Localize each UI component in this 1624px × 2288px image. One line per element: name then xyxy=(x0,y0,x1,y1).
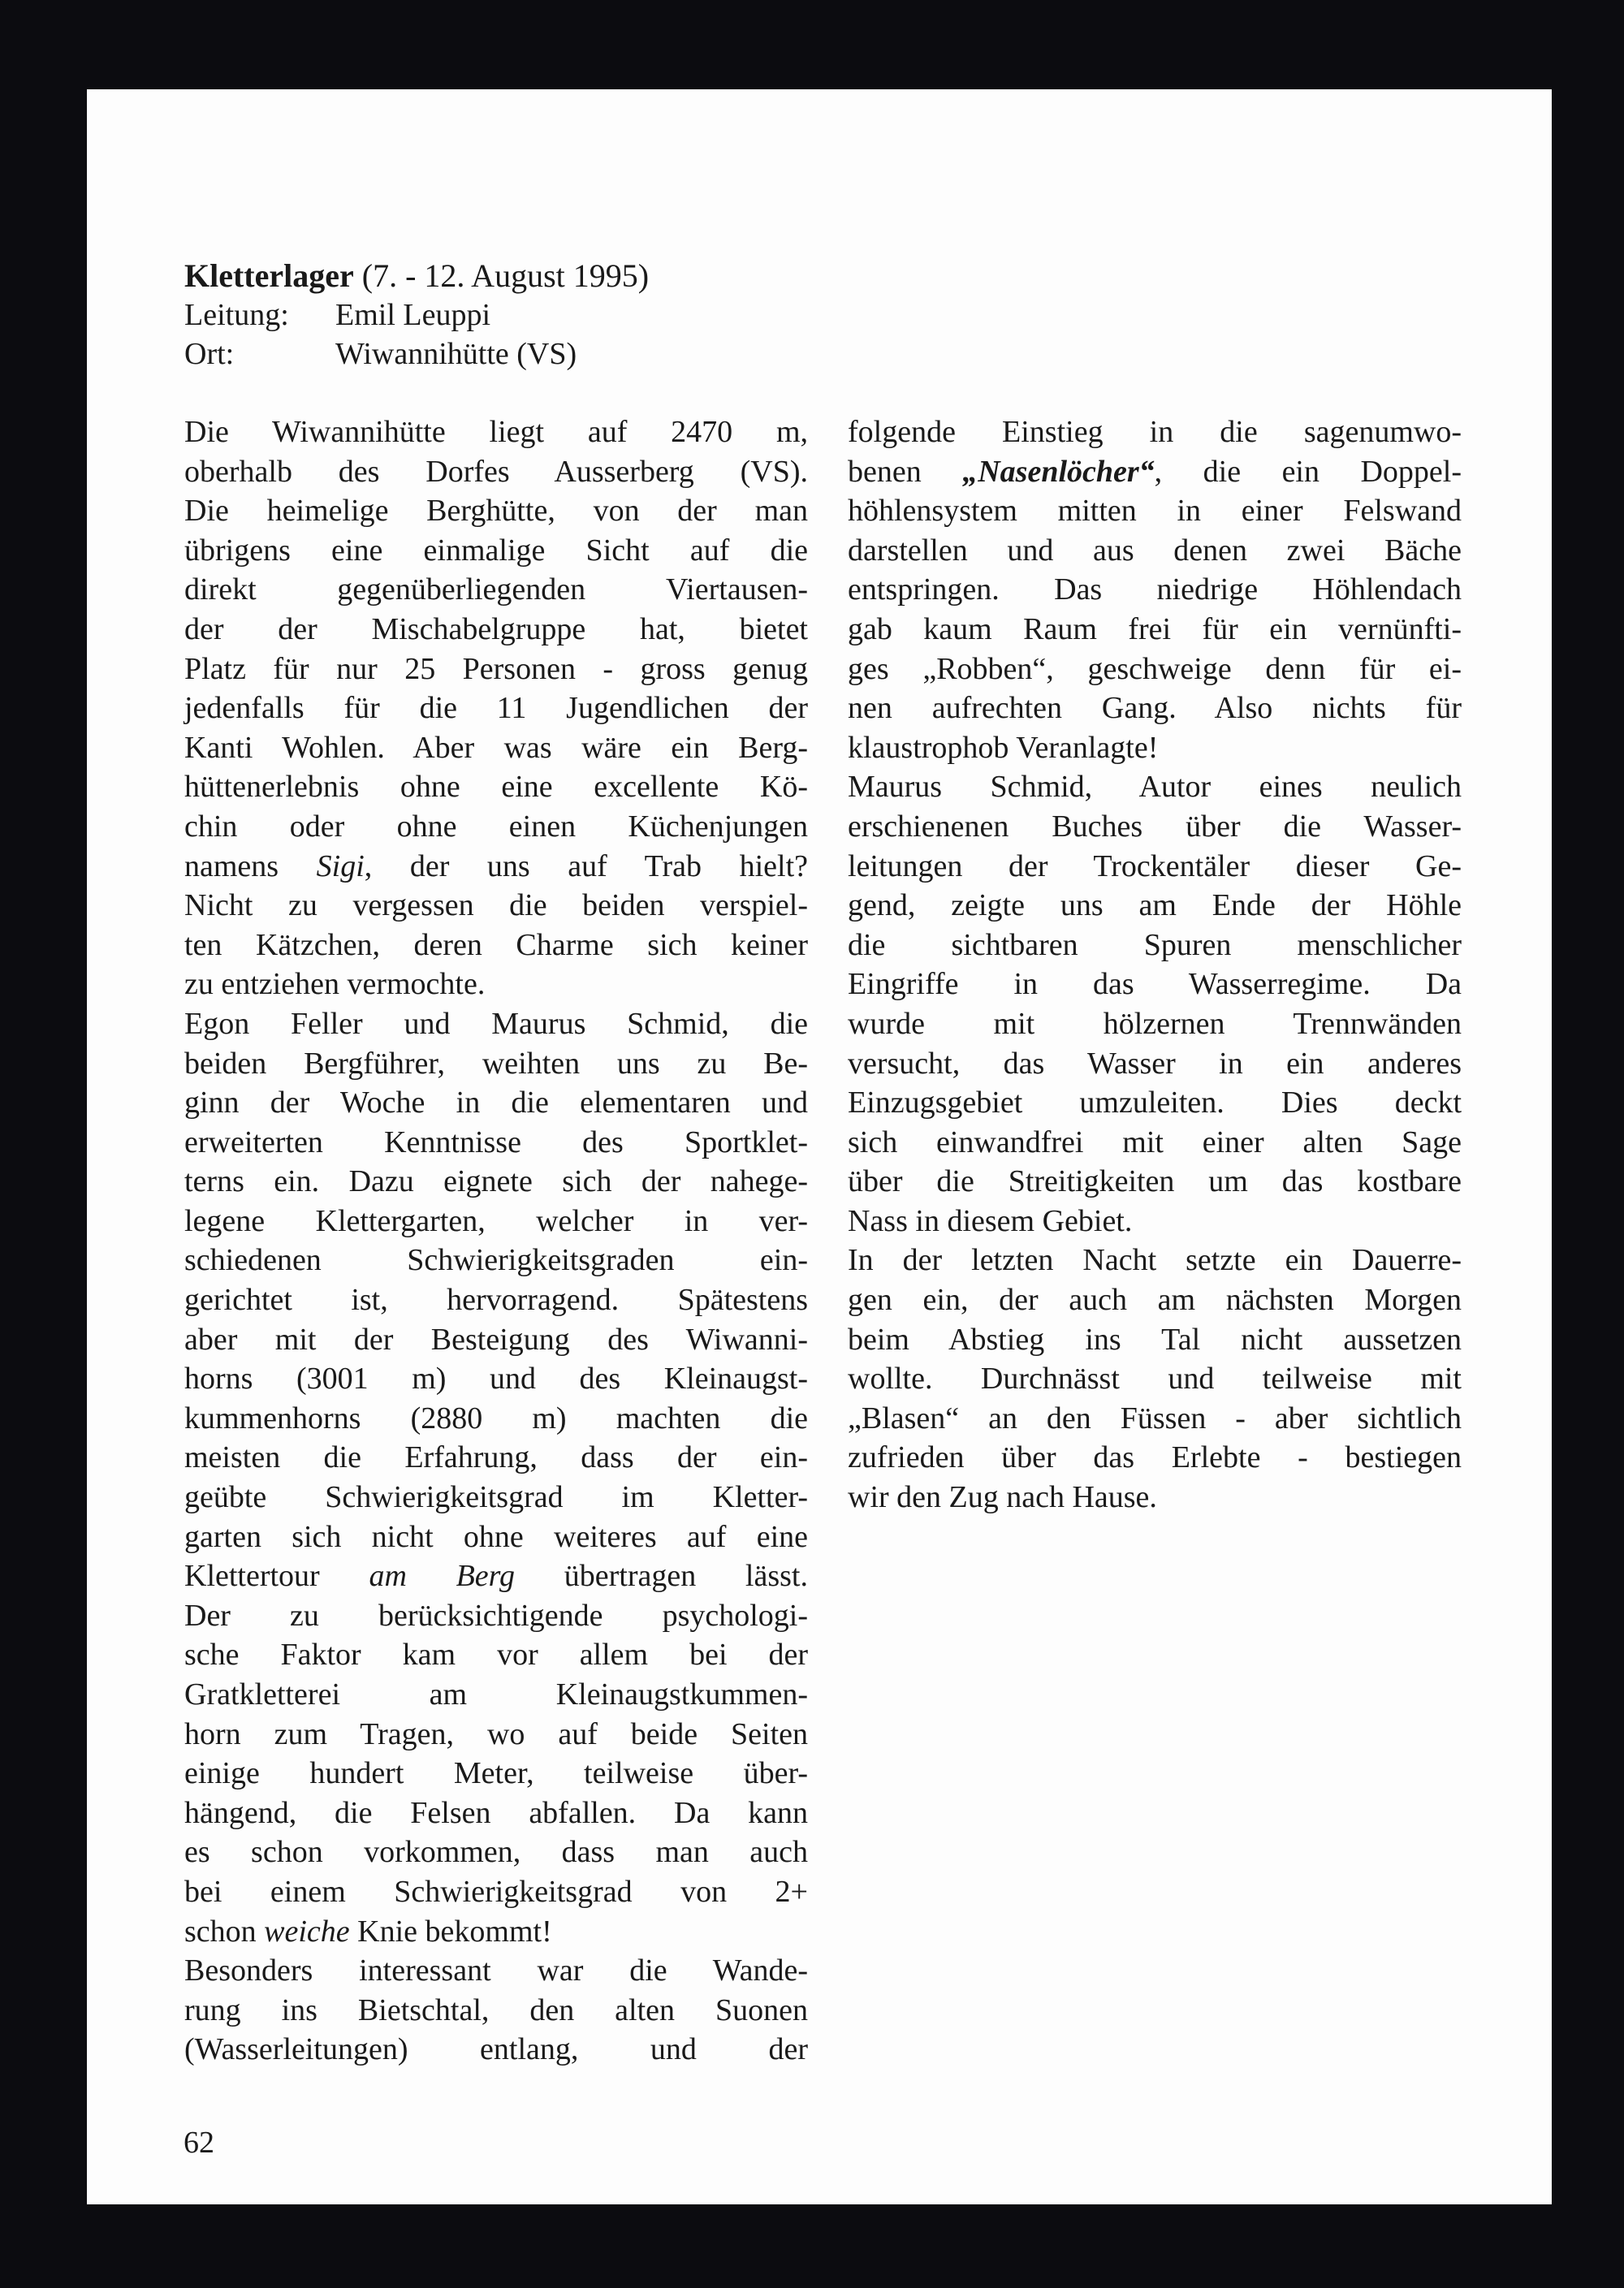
article-header xyxy=(184,257,915,373)
text-line xyxy=(848,610,1462,650)
line-text: Eingriffe in das Wasserregime. Da xyxy=(848,967,1462,1002)
line-text: sich einwandfrei mit einer alten Sage xyxy=(848,1125,1462,1159)
right-text-column xyxy=(848,412,1462,1517)
line-text: geübte Schwierigkeitsgrad im Kletter- xyxy=(184,1480,808,1515)
text-line xyxy=(848,767,1462,807)
line-text: „Blasen“ an den Füssen - aber sichtlich xyxy=(848,1401,1462,1435)
emphasis-italic: weiche xyxy=(264,1914,350,1949)
text-line xyxy=(184,1675,808,1715)
text-line xyxy=(184,570,808,610)
line-text: direkt gegenüberliegenden Viertausen- xyxy=(184,572,808,607)
line-text: Besonders interessant war die Wande- xyxy=(184,1953,808,1988)
text-line xyxy=(848,1359,1462,1399)
text-line xyxy=(848,1478,1462,1517)
line-text: schiedenen Schwierigkeitsgraden ein- xyxy=(184,1243,808,1278)
line-text: zufrieden über das Erlebte - bestiegen xyxy=(848,1440,1462,1475)
line-text: garten sich nicht ohne weiteres auf eine xyxy=(184,1519,808,1554)
text-line xyxy=(184,1991,808,2031)
text-line xyxy=(184,1241,808,1280)
text-line xyxy=(848,886,1462,926)
emphasis-bold-italic: „Nasenlöcher“ xyxy=(962,454,1155,489)
line-text: horn zum Tragen, wo auf beide Seiten xyxy=(184,1716,808,1751)
line-text: darstellen und aus denen zwei Bäche xyxy=(848,533,1462,568)
line-text: höhlensystem mitten in einer Felswand xyxy=(848,494,1462,529)
text-line xyxy=(848,1044,1462,1084)
line-text: Gratkletterei am Kleinaugstkummen- xyxy=(184,1677,808,1712)
text-line xyxy=(184,1438,808,1478)
meta-label: Leitung: xyxy=(184,298,289,332)
line-text: hüttenerlebnis ohne eine excellente Kö- xyxy=(184,770,808,805)
line-text: (Wasserleitungen) entlang, und der xyxy=(184,2032,808,2067)
text-line: namens Sigi, der uns auf Trab hielt? xyxy=(184,848,808,883)
text-line xyxy=(184,1715,808,1755)
meta-ort xyxy=(184,335,915,373)
line-text: Die heimelige Berghütte, von der man xyxy=(184,494,808,529)
line-text: es schon vorkommen, dass man auch xyxy=(184,1835,808,1870)
line-text: bei einem Schwierigkeitsgrad von 2+ xyxy=(184,1874,808,1909)
text-line xyxy=(184,1359,808,1399)
line-text: ges „Robben“, geschweige denn für ei- xyxy=(848,651,1462,686)
text-line xyxy=(184,1872,808,1912)
text-line xyxy=(184,1280,808,1320)
line-text: hängend, die Felsen abfallen. Da kann xyxy=(184,1795,808,1830)
line-text: gerichtet ist, hervorragend. Spätestens xyxy=(184,1283,808,1318)
text-line xyxy=(848,570,1462,610)
text-line xyxy=(184,491,808,531)
line-text: kummenhorns (2880 m) machten die xyxy=(184,1401,808,1435)
text-line xyxy=(184,650,808,689)
text-line xyxy=(848,1123,1462,1163)
line-text: erschienenen Buches über die Wasser- xyxy=(848,809,1462,844)
text-line xyxy=(848,807,1462,847)
line-text: die sichtbaren Spuren menschlicher xyxy=(848,927,1462,962)
line-text: gab kaum Raum frei für ein vernünfti- xyxy=(848,611,1462,646)
document-page xyxy=(87,89,1552,2204)
text-line xyxy=(184,531,808,571)
text-line xyxy=(848,1399,1462,1439)
left-text-column xyxy=(184,412,808,2070)
line-text: wurde mit hölzernen Trennwänden xyxy=(848,1006,1462,1041)
line-text: Einzugsgebiet umzuleiten. Dies deckt xyxy=(848,1086,1462,1120)
text-line: Klettertour am Berg übertragen lässt. xyxy=(184,1559,808,1594)
text-line xyxy=(848,412,1462,452)
line-text: klaustrophob Veranlagte! xyxy=(848,730,1159,765)
line-text: meisten die Erfahrung, dass der ein- xyxy=(184,1440,808,1475)
line-text: Egon Feller und Maurus Schmid, die xyxy=(184,1006,808,1041)
text-line xyxy=(848,650,1462,689)
line-text: gend, zeigte uns am Ende der Höhle xyxy=(848,888,1462,923)
text-line xyxy=(848,531,1462,571)
line-text: chin oder ohne einen Küchenjungen xyxy=(184,809,808,844)
text-line xyxy=(848,1320,1462,1360)
text-line xyxy=(848,491,1462,531)
text-line xyxy=(184,1399,808,1439)
text-line xyxy=(184,1044,808,1084)
line-text: wir den Zug nach Hause. xyxy=(848,1480,1157,1515)
text-line xyxy=(848,728,1462,768)
text-line xyxy=(184,767,808,807)
text-line xyxy=(184,610,808,650)
line-text: versucht, das Wasser in ein anderes xyxy=(848,1046,1462,1081)
text-line xyxy=(848,1083,1462,1123)
text-line xyxy=(184,926,808,965)
line-text: ten Kätzchen, deren Charme sich keiner xyxy=(184,927,808,962)
text-line xyxy=(184,728,808,768)
line-text: horns (3001 m) und des Kleinaugst- xyxy=(184,1362,808,1397)
line-text: In der letzten Nacht setzte ein Dauerre- xyxy=(848,1243,1462,1278)
text-line xyxy=(184,1754,808,1794)
line-text: Platz für nur 25 Personen - gross genug xyxy=(184,651,808,686)
text-line xyxy=(184,1202,808,1241)
text-line xyxy=(848,689,1462,728)
text-line xyxy=(184,1083,808,1123)
line-text: Kanti Wohlen. Aber was wäre ein Berg- xyxy=(184,730,808,765)
line-text: zu entziehen vermochte. xyxy=(184,967,486,1002)
line-text: folgende Einstieg in die sagenumwo- xyxy=(848,415,1462,449)
line-text: Der zu berücksichtigende psychologi- xyxy=(184,1598,808,1633)
text-line xyxy=(848,1162,1462,1202)
line-text: nen aufrechten Gang. Also nichts für xyxy=(848,691,1462,726)
text-line xyxy=(848,1280,1462,1320)
text-line xyxy=(848,1202,1462,1241)
article-dates: (7. - 12. August 1995) xyxy=(361,257,650,294)
text-line xyxy=(184,807,808,847)
text-line xyxy=(184,965,808,1004)
article-title-line xyxy=(184,257,915,296)
text-line xyxy=(848,847,1462,887)
meta-label: Ort: xyxy=(184,337,235,371)
line-text: über die Streitigkeiten um das kostbare xyxy=(848,1164,1462,1199)
line-text: entspringen. Das niedrige Höhlendach xyxy=(848,572,1462,607)
line-text: jedenfalls für die 11 Jugendlichen der xyxy=(184,691,808,726)
text-line xyxy=(184,1478,808,1517)
page-number: 62 xyxy=(184,2126,214,2160)
line-text: terns ein. Dazu eignete sich der nahege- xyxy=(184,1164,808,1199)
text-line xyxy=(848,965,1462,1004)
text-line xyxy=(184,1794,808,1833)
line-text: ginn der Woche in die elementaren und xyxy=(184,1086,808,1120)
meta-value: Wiwannihütte (VS) xyxy=(335,337,577,371)
line-text: übrigens eine einmalige Sicht auf die xyxy=(184,533,808,568)
line-text: rung ins Bietschtal, den alten Suonen xyxy=(184,1992,808,2027)
emphasis-italic: Sigi xyxy=(316,848,365,883)
line-text: sche Faktor kam vor allem bei der xyxy=(184,1638,808,1673)
text-line xyxy=(184,452,808,492)
line-text: Nass in diesem Gebiet. xyxy=(848,1203,1133,1238)
line-text: gen ein, der auch am nächsten Morgen xyxy=(848,1283,1462,1318)
text-line xyxy=(848,926,1462,965)
text-line xyxy=(184,412,808,452)
meta-leitung xyxy=(184,296,915,335)
line-text: leitungen der Trockentäler dieser Ge- xyxy=(848,848,1462,883)
text-line xyxy=(184,1951,808,1991)
text-line xyxy=(184,1123,808,1163)
text-line xyxy=(184,2030,808,2070)
text-line xyxy=(184,1833,808,1872)
text-line: benen „Nasenlöcher“, die ein Doppel- xyxy=(848,454,1462,489)
text-line xyxy=(848,1004,1462,1044)
line-text: legene Klettergarten, welcher in ver- xyxy=(184,1203,808,1238)
text-line xyxy=(848,1241,1462,1280)
text-line: schon weiche Knie bekommt! xyxy=(184,1914,552,1949)
line-text: wollte. Durchnässt und teilweise mit xyxy=(848,1362,1462,1397)
line-text: Maurus Schmid, Autor eines neulich xyxy=(848,770,1462,805)
emphasis-italic: am Berg xyxy=(369,1559,516,1594)
text-line xyxy=(184,1596,808,1636)
text-line xyxy=(184,886,808,926)
line-text: oberhalb des Dorfes Ausserberg (VS). xyxy=(184,454,808,489)
line-text: einige hundert Meter, teilweise über- xyxy=(184,1756,808,1791)
line-text: Nicht zu vergessen die beiden verspiel- xyxy=(184,888,808,923)
text-line xyxy=(848,1438,1462,1478)
line-text: erweiterten Kenntnisse des Sportklet- xyxy=(184,1125,808,1159)
line-text: Die Wiwannihütte liegt auf 2470 m, xyxy=(184,415,808,449)
text-line xyxy=(184,1517,808,1557)
article-title: Kletterlager xyxy=(184,257,354,294)
text-line xyxy=(184,1004,808,1044)
meta-value: Emil Leuppi xyxy=(335,298,491,332)
text-line xyxy=(184,1162,808,1202)
line-text: beiden Bergführer, weihten uns zu Be- xyxy=(184,1046,808,1081)
line-text: aber mit der Besteigung des Wiwanni- xyxy=(184,1322,808,1357)
line-text: beim Abstieg ins Tal nicht aussetzen xyxy=(848,1322,1462,1357)
line-text: der der Mischabelgruppe hat, bietet xyxy=(184,611,808,646)
text-line xyxy=(184,1320,808,1360)
text-line xyxy=(184,689,808,728)
text-line xyxy=(184,1635,808,1675)
